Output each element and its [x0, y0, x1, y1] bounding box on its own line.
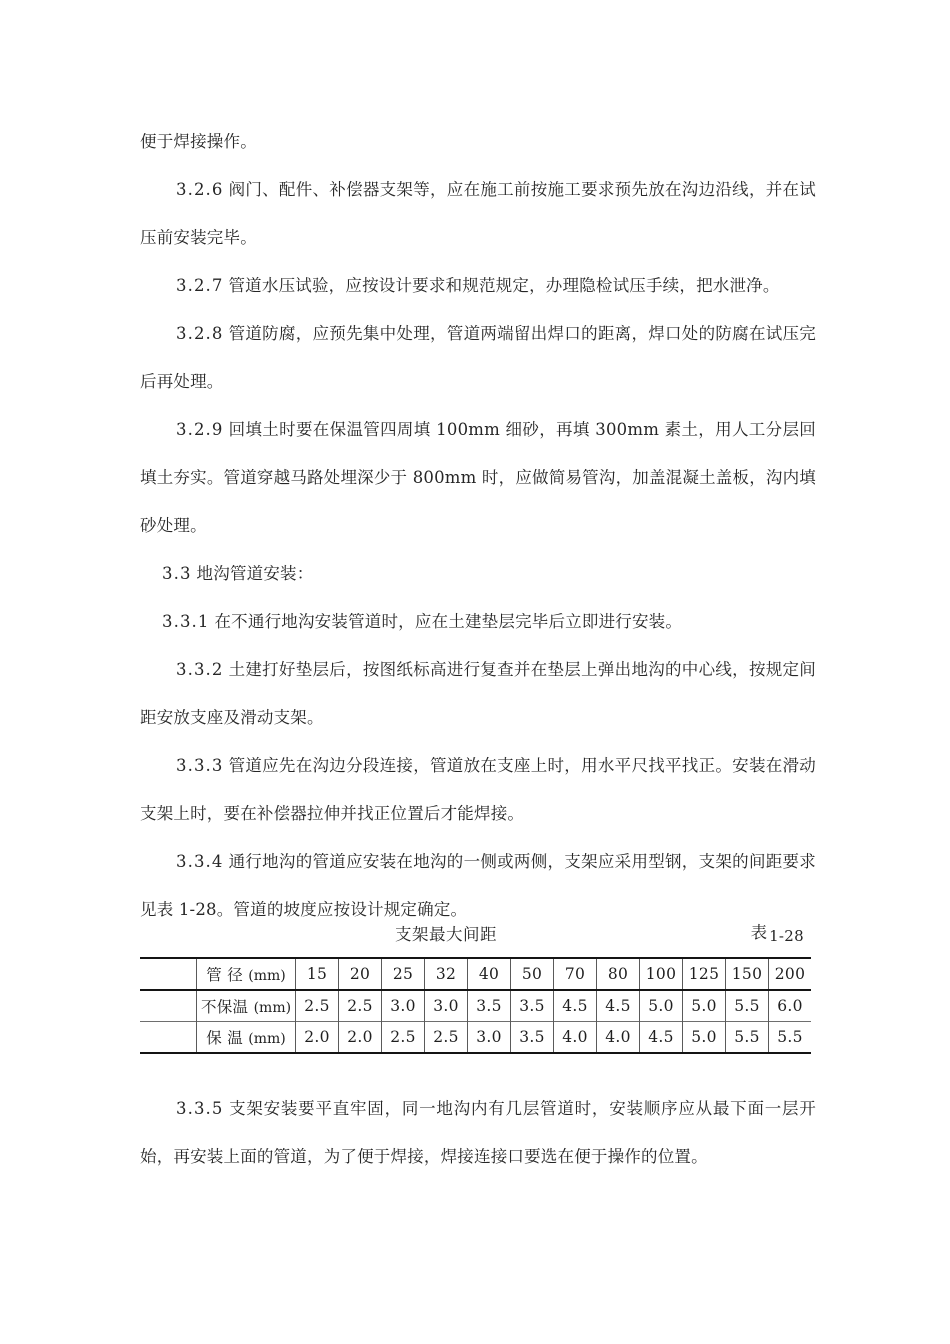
heading-3-3: [140, 550, 816, 598]
document-body-upper: [140, 118, 816, 934]
table-cell: 5.0: [640, 990, 683, 1022]
paragraph-continuation: [140, 118, 816, 166]
row-label-pipe-diameter: [197, 958, 296, 990]
row-label-unit: (mm): [248, 1031, 286, 1047]
table-row: [140, 958, 811, 990]
table-cell: 5.5: [726, 1022, 769, 1054]
paragraph-text: 回填土时要在保温管四周填 100mm 细砂，再填 300mm 素土，用人工分层回填土夯实。管道穿越马路处埋深少于 800mm 时，应做简易管沟，加盖混凝土盖板，沟内填砂处理。: [140, 420, 816, 535]
table-number-prefix: 表: [750, 923, 768, 942]
support-spacing-table: [140, 957, 811, 1054]
table-cell: 3.0: [425, 990, 468, 1022]
table-cell: 25: [382, 958, 425, 990]
table-cell: 2.5: [382, 1022, 425, 1054]
paragraph-number: 3.3.2: [176, 660, 224, 679]
table-block-1-28: [140, 915, 816, 1054]
paragraph-3-2-9: [140, 406, 816, 550]
paragraph-number: 3.2.8: [176, 324, 224, 343]
table-cell: 15: [296, 958, 339, 990]
table-cell: 6.0: [769, 990, 812, 1022]
table-cell: 200: [769, 958, 812, 990]
paragraph-text: 阀门、配件、补偿器支架等，应在施工前按施工要求预先放在沟边沿线，并在试压前安装完毕。: [140, 180, 816, 247]
spacer-cell: [140, 990, 197, 1022]
table-number: [751, 919, 802, 943]
table-cell: 2.0: [339, 1022, 382, 1054]
table-cell: 2.5: [296, 990, 339, 1022]
heading-text: 地沟管道安装：: [196, 564, 314, 583]
table-cell: 150: [726, 958, 769, 990]
table-number-seq: 1-28: [769, 927, 804, 945]
paragraph-text: 管道水压试验，应按设计要求和规范规定，办理隐检试压手续，把水泄净。: [228, 276, 780, 295]
table-cell: 2.5: [339, 990, 382, 1022]
table-cell: 3.0: [468, 1022, 511, 1054]
paragraph-3-3-5: [140, 1085, 816, 1181]
spacer-cell: [140, 958, 197, 990]
document-body-lower: [140, 1085, 816, 1181]
table-cell: 3.0: [382, 990, 425, 1022]
row-label-insulated: [197, 1022, 296, 1054]
paragraph-3-3-3: [140, 742, 816, 838]
table-cell: 3.5: [511, 1022, 554, 1054]
paragraph-number: 3.3.3: [176, 756, 224, 775]
table-cell: 2.0: [296, 1022, 339, 1054]
table-cell: 4.0: [554, 1022, 597, 1054]
paragraph-number: 3.3.5: [176, 1099, 224, 1118]
paragraph-text: 通行地沟的管道应安装在地沟的一侧或两侧，支架应采用型钢，支架的间距要求见表 1-28。管道的坡度应按设计规定确定。: [140, 852, 816, 919]
table-cell: 40: [468, 958, 511, 990]
paragraph-3-2-8: [140, 310, 816, 406]
table-cell: 70: [554, 958, 597, 990]
table-cell: 3.5: [468, 990, 511, 1022]
table-caption: [140, 915, 816, 957]
row-label-text: 管 径: [206, 966, 244, 984]
table-cell: 4.5: [640, 1022, 683, 1054]
table-cell: 125: [683, 958, 726, 990]
paragraph-number: 3.3.4: [176, 852, 224, 871]
table-cell: 80: [597, 958, 640, 990]
table-cell: 50: [511, 958, 554, 990]
table-cell: 4.5: [597, 990, 640, 1022]
spacer-cell: [140, 1022, 197, 1054]
paragraph-text: 支架安装要平直牢固，同一地沟内有几层管道时，安装顺序应从最下面一层开始，再安装上面的管道，为了便于焊接，焊接连接口要选在便于操作的位置。: [140, 1099, 816, 1166]
paragraph-text: 管道防腐，应预先集中处理，管道两端留出焊口的距离，焊口处的防腐在试压完后再处理。: [140, 324, 816, 391]
table-cell: 100: [640, 958, 683, 990]
paragraph-number: 3.3.1: [162, 612, 210, 631]
row-label-text: 不保温: [200, 998, 249, 1016]
paragraph-text: 便于焊接操作。: [140, 132, 257, 151]
row-label-text: 保 温: [206, 1029, 244, 1047]
row-label-unit: (mm): [253, 1000, 292, 1016]
table-row: [140, 1022, 811, 1054]
paragraph-text: 管道应先在沟边分段连接，管道放在支座上时，用水平尺找平找正。安装在滑动支架上时，要在补偿器拉伸并找正位置后才能焊接。: [140, 756, 816, 823]
row-label-uninsulated: [197, 990, 296, 1022]
table-cell: 2.5: [425, 1022, 468, 1054]
table-wrapper: [140, 957, 816, 1054]
paragraph-3-2-6: [140, 166, 816, 262]
table-row: [140, 990, 811, 1022]
paragraph-number: 3.2.6: [176, 180, 224, 199]
paragraph-number: 3.2.7: [176, 276, 224, 295]
row-label-unit: (mm): [248, 968, 286, 984]
table-cell: 5.5: [726, 990, 769, 1022]
table-cell: 5.0: [683, 990, 726, 1022]
paragraph-3-3-2: [140, 646, 816, 742]
table-cell: 4.0: [597, 1022, 640, 1054]
table-cell: 5.5: [769, 1022, 812, 1054]
paragraph-text: 土建打好垫层后，按图纸标高进行复查并在垫层上弹出地沟的中心线，按规定间距安放支座及滑动支架。: [140, 660, 816, 727]
table-cell: 20: [339, 958, 382, 990]
paragraph-3-3-1: [140, 598, 816, 646]
paragraph-number: 3.2.9: [176, 420, 224, 439]
paragraph-text: 在不通行地沟安装管道时，应在土建垫层完毕后立即进行安装。: [214, 612, 683, 631]
table-cell: 32: [425, 958, 468, 990]
paragraph-3-2-7: [140, 262, 816, 310]
table-cell: 5.0: [683, 1022, 726, 1054]
table-cell: 3.5: [511, 990, 554, 1022]
table-cell: 4.5: [554, 990, 597, 1022]
table-caption-title: 支架最大间距: [395, 925, 497, 944]
heading-number: 3.3: [162, 564, 192, 583]
